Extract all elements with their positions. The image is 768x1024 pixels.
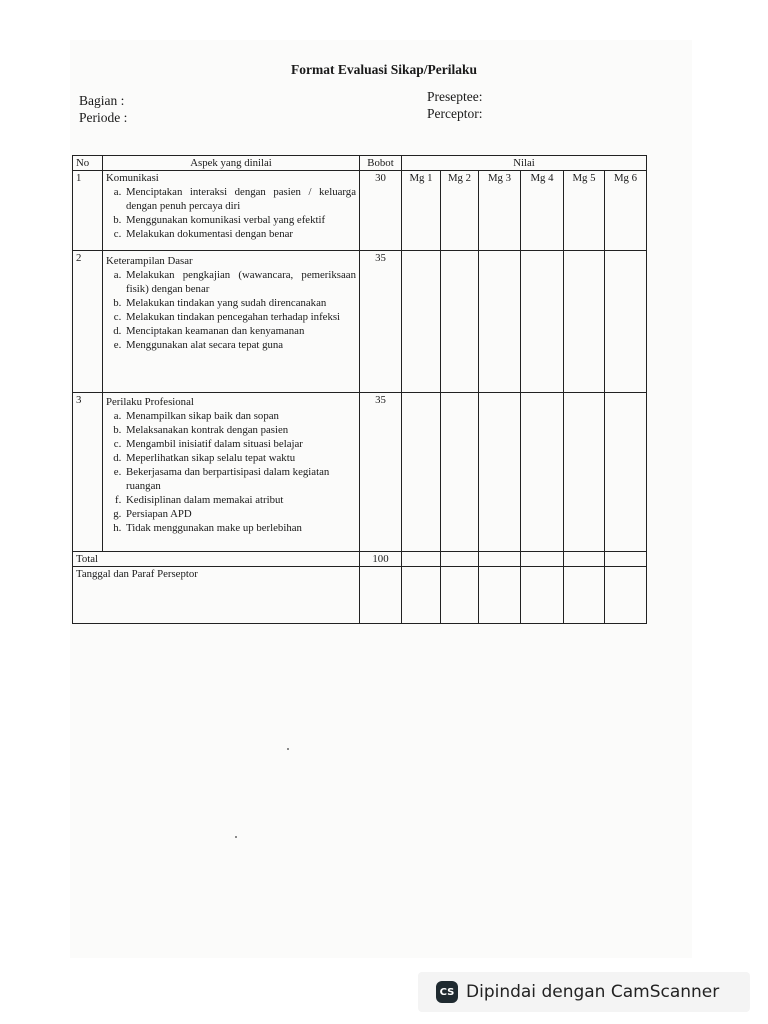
- score-cell: [564, 393, 605, 552]
- row-number: 3: [73, 393, 103, 552]
- score-cell: [479, 393, 521, 552]
- signature-cell: [360, 567, 402, 624]
- preseptee-label: Preseptee:: [427, 89, 483, 104]
- list-item: b. Menggunakan komunikasi verbal yang efektif: [124, 213, 356, 227]
- aspect-list: [106, 409, 356, 535]
- bagian-label: Bagian :: [79, 93, 125, 108]
- list-item: a. Menampilkan sikap baik dan sopan: [124, 409, 356, 423]
- signature-row: [73, 567, 647, 624]
- bobot-value: 35: [360, 393, 402, 552]
- header-bobot: Bobot: [360, 156, 402, 171]
- total-label: Total: [73, 552, 360, 567]
- list-item: a. Melakukan pengkajian (wawancara, pemeriksaan fisik) dengan benar: [124, 268, 356, 296]
- list-item: d. Menciptakan keamanan dan kenyamanan: [124, 324, 356, 338]
- total-bobot: 100: [360, 552, 402, 567]
- week-header-mg6: Mg 6: [605, 171, 647, 251]
- aspect-cell: [103, 251, 360, 393]
- score-cell: [605, 552, 647, 567]
- score-cell: [402, 552, 441, 567]
- list-item: f. Kedisiplinan dalam memakai atribut: [124, 493, 356, 507]
- header-no: No: [73, 156, 103, 171]
- aspect-list: [106, 185, 356, 241]
- score-cell: [441, 552, 479, 567]
- list-item: c. Melakukan tindakan pencegahan terhadap infeksi: [124, 310, 356, 324]
- bobot-value: 35: [360, 251, 402, 393]
- bobot-value: 30: [360, 171, 402, 251]
- table-row: [73, 393, 647, 552]
- left-header-block: [79, 92, 127, 126]
- week-header-mg2: Mg 2: [441, 171, 479, 251]
- aspect-cell: [103, 171, 360, 251]
- week-header-mg5: Mg 5: [564, 171, 605, 251]
- table-row: [73, 171, 647, 251]
- signature-cell: [521, 567, 564, 624]
- table-row: [73, 251, 647, 393]
- scan-speck: [235, 836, 237, 838]
- row-number: 2: [73, 251, 103, 393]
- week-header-mg1: Mg 1: [402, 171, 441, 251]
- score-cell: [605, 393, 647, 552]
- score-cell: [521, 251, 564, 393]
- score-cell: [564, 251, 605, 393]
- list-item: c. Mengambil inisiatif dalam situasi belajar: [124, 437, 356, 451]
- camscanner-text: Dipindai dengan CamScanner: [466, 982, 720, 1002]
- score-cell: [479, 251, 521, 393]
- list-item: b. Melaksanakan kontrak dengan pasien: [124, 423, 356, 437]
- aspect-list: [106, 268, 356, 352]
- total-row: [73, 552, 647, 567]
- score-cell: [441, 393, 479, 552]
- right-header-block: [427, 88, 482, 122]
- score-cell: [479, 552, 521, 567]
- header-nilai: Nilai: [402, 156, 647, 171]
- signature-cell: [564, 567, 605, 624]
- week-header-mg4: Mg 4: [521, 171, 564, 251]
- table-header-row: [73, 156, 647, 171]
- list-item: e. Menggunakan alat secara tepat guna: [124, 338, 356, 352]
- camscanner-watermark: [418, 972, 750, 1012]
- list-item: e. Bekerjasama dan berpartisipasi dalam kegiatan ruangan: [124, 465, 356, 493]
- score-cell: [521, 393, 564, 552]
- list-item: h. Tidak menggunakan make up berlebihan: [124, 521, 356, 535]
- scan-speck: [287, 748, 289, 750]
- signature-cell: [605, 567, 647, 624]
- list-item: g. Persiapan APD: [124, 507, 356, 521]
- list-item: b. Melakukan tindakan yang sudah direncanakan: [124, 296, 356, 310]
- score-cell: [564, 552, 605, 567]
- row-number: 1: [73, 171, 103, 251]
- periode-label: Periode :: [79, 110, 128, 125]
- score-cell: [402, 393, 441, 552]
- list-item: a. Menciptakan interaksi dengan pasien / keluarga dengan penuh percaya diri: [124, 185, 356, 213]
- perceptor-label: Perceptor:: [427, 106, 483, 121]
- aspect-cell: [103, 393, 360, 552]
- section-title: Komunikasi: [106, 172, 159, 184]
- signature-cell: [402, 567, 441, 624]
- score-cell: [521, 552, 564, 567]
- score-cell: [441, 251, 479, 393]
- score-cell: [402, 251, 441, 393]
- section-title: Perilaku Profesional: [106, 396, 194, 408]
- section-title: Keterampilan Dasar: [106, 255, 193, 267]
- signature-cell: [441, 567, 479, 624]
- camscanner-icon: CS: [436, 981, 458, 1003]
- signature-cell: [479, 567, 521, 624]
- list-item: d. Meperlihatkan sikap selalu tepat waktu: [124, 451, 356, 465]
- list-item: c. Melakukan dokumentasi dengan benar: [124, 227, 356, 241]
- signature-label: Tanggal dan Paraf Perseptor: [73, 567, 360, 624]
- evaluation-table: [72, 155, 647, 624]
- document-title: Format Evaluasi Sikap/Perilaku: [290, 62, 478, 77]
- week-header-mg3: Mg 3: [479, 171, 521, 251]
- score-cell: [605, 251, 647, 393]
- header-aspek: Aspek yang dinilai: [103, 156, 360, 171]
